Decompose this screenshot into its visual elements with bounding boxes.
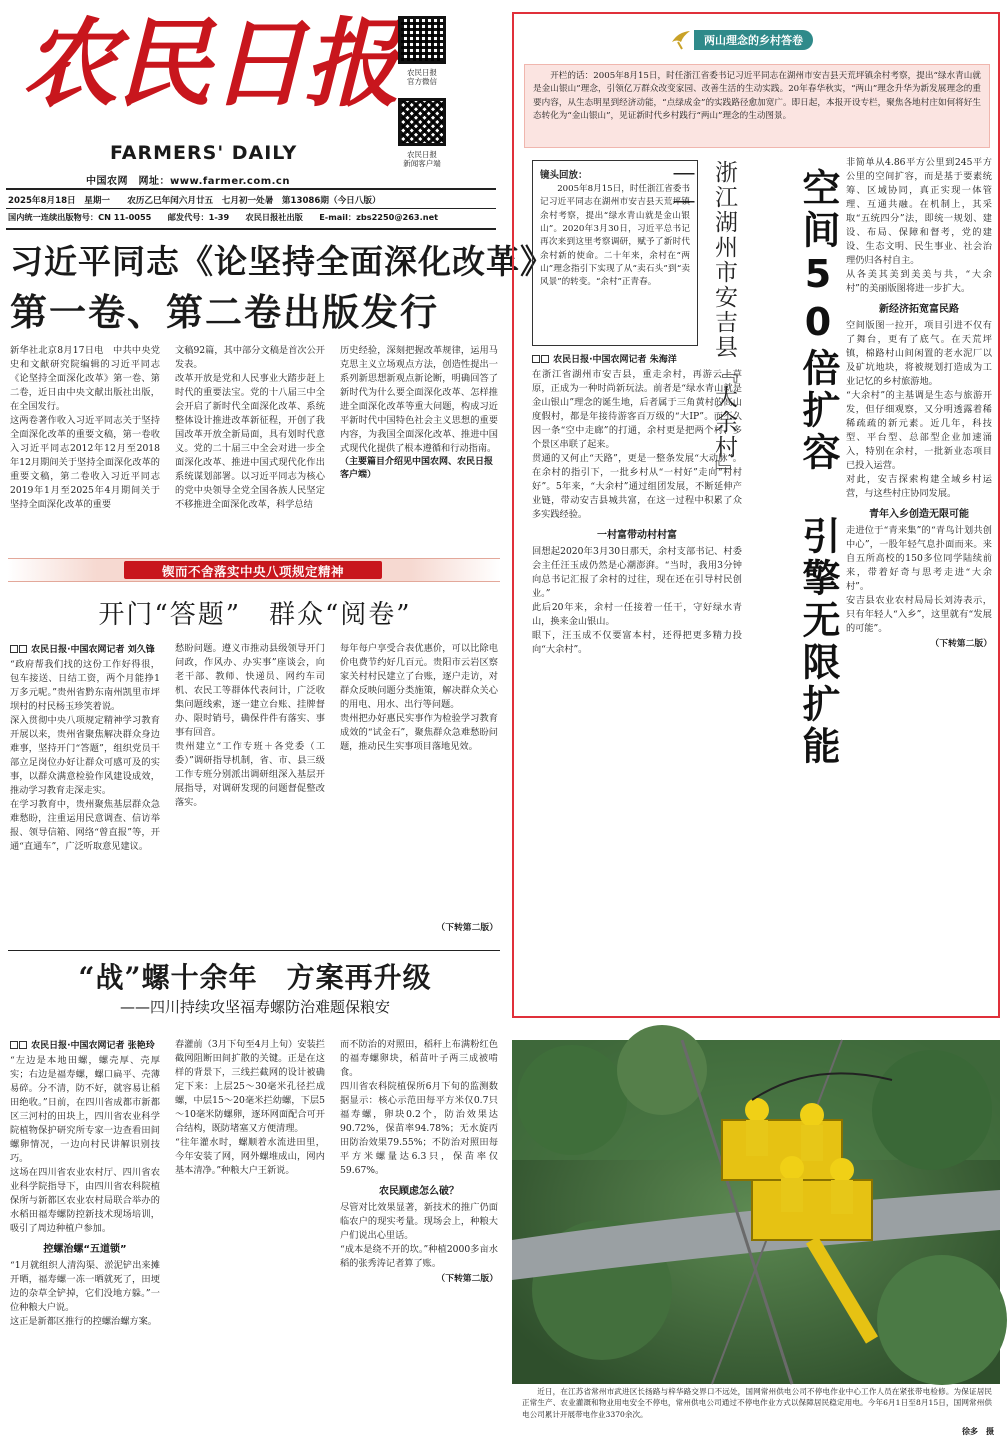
third-body-col3b: 尽管对比效果显著，新技术的推广仍面临农户的现实考量。现场会上，种粮大户们说出心里话。 “成本是绕不开的坎。”种植2000多亩水稻的张秀涛记者算了账。 (340, 1201, 498, 1269)
third-col1-wrap (10, 1038, 160, 1434)
bird-icon (670, 28, 692, 50)
feature-subhead-2: 新经济拓宽富民路 (879, 303, 959, 315)
lead-headline-1[interactable]: 习近平同志《论坚持全面深化改革》 (10, 242, 554, 281)
issue-info: 国内统一连续出版物号：CN 11-0055 邮发代号：1-39 农民日报社出版 E-mail：zbs2250@263.net (8, 212, 439, 222)
lead-more-link[interactable]: （主要篇目介绍见中国农网、农民日报客户端） (340, 456, 494, 481)
third-byline: 农民日报·中国农网记者 张艳玲 (10, 1038, 160, 1051)
qr-code-wechat-label: 农民日报 官方微信 (407, 68, 437, 86)
dateline: 2025年8月18日 星期一 农历乙巳年闰六月廿五 七月初一处暑 第13086期（今日八版） (8, 196, 381, 206)
second-more-link[interactable]: （下转第二版） (436, 923, 498, 933)
qr-code-app-label: 农民日报 新闻客户端 (403, 150, 441, 168)
qr-code-app[interactable] (398, 98, 446, 146)
third-body-col2: 春灌前（3月下旬至4月上旬）安装拦截网阻断田间扩散的关键。正是在这样的背景下，三线拦截网的设计被确定下来：上层25～30毫米孔径拦成螺，中层15～20毫米拦幼螺，下层5～10毫米防螺卵，逐环网面配合可开合结构，既防堵塞又方便清理。 “往年灌水时，螺顺着水流进田里，今年安装了网，网外螺堆成山，网内基本清净。”种粮大户王新说。 (175, 1039, 325, 1176)
second-headline[interactable]: 开门“答题” 群众“阅卷” (98, 600, 412, 630)
second-body-col2: 愁盼问题。遵义市推动县级领导开门问政，作风办、办实事”座谈会，向老干部、教师、快递员、网约车司机、农民工等群体代表问计，广泛收集问题线索，逐一建立台账、挂牌督办、限时销号，确保件件有落实、事事有回音。 贵州建立“工作专班＋各党委（工委）”调研指导机制，省、市、县三级工作专班分别派出调研组深入基层开展指导，对调研发现的问题督促整改落实。 (175, 643, 325, 808)
masthead-english: FARMERS' DAILY (110, 142, 298, 164)
lead-body-col1: 新华社北京8月17日电 中共中央党史和文献研究院编辑的习近平同志《论坚持全面深化改革》第一卷、第二卷，近日由中央文献出版社出版，在全国发行。 这两卷著作收入习近平同志关于坚持全面深化改革的重要文稿，第一卷收入习近平同志2012年12月至2018年12月期间关于坚持全面深化改革的重要文稿，第二卷收入习近平同志2019年1月至2025年4月期间关于坚持全面深化改革的重要 (10, 345, 160, 510)
feature-subhead-3: 青年入乡创造无限可能 (869, 508, 969, 520)
lead-body-col3: 历史经验，深刻把握改革规律，运用马克思主义立场观点方法，创造性提出一系列新思想新观点新论断，明确回答了新时代为什么要全面深化改革、怎样推进全面深化改革等重大问题，构成习近平新时代中国特色社会主义思想的重要内容，为我国全面深化改革、推进中国式现代化提供了根本遵循和行动指南。 (340, 345, 498, 454)
third-body-col1: “左边是本地田螺，螺壳厚、壳厚实；右边是福寿螺，螺口扁平、壳薄易碎。分不清，防不好，就容易让稻田绝收。”日前，在四川省成都市新都区三河村的田块上，四川省农业科学院植物保护研究所专家一边查看田间螺卵情况，一边向村民讲解识别技巧。 这场在四川省农业农村厅、四川省农业科学院指导下，由四川省农科院植保所与新都区农业农村局联合举办的水稻田福寿螺防控新技术现场培训，吸引了周边种植户参加。 (10, 1055, 160, 1234)
banner-text: 锲而不舍落实中央八项规定精神 (161, 564, 344, 579)
feature-column-logo (660, 24, 850, 58)
feature-byline: 农民日报·中国农网记者 朱海洋 (532, 352, 742, 365)
photo-caption (522, 1386, 992, 1438)
third-more-link[interactable]: （下转第二版） (436, 1273, 498, 1284)
third-subheadline: ——四川持续攻坚福寿螺防治难题保粮安 (119, 998, 390, 1016)
banner-eight-rules (8, 558, 500, 582)
feature-col2-wrap (846, 156, 992, 1008)
photo-caption-text: 近日，在江苏省常州市武进区长扬路与梓华路交界口不远处，国网常州供电公司不停电作业中心工作人员在紧张带电检修。为保证居民正常生产、农业灌溉和物业用电安全不停电，常州供电公司通过不停电作业方式以保障居民稳定用电。今年6月1日至8月15日，国网常州供电公司累计开展带电作业3370余次。 (522, 1387, 992, 1419)
masthead (0, 0, 500, 236)
feature-body-col1: 在浙江省湖州市安吉县，重走余村，再游云上草原，正成为一种时尚新玩法。前者是“绿水青山就是金山银山”理念的诞生地，后者属于三角黄村的高山度假村，都是年接待游客百万级的“大IP”。而不久因一条“空中走廊”的打通，余村更是把两个村、多个景区串联了起来。 贯通的又何止“天路”，更是一整条发展“大动脉”。在余村的指引下，一批乡村从“一村好”走向“村村好”。5年来，“大余村”通过组团发展，不断延伸产业链，带动安吉县城共富，在这一过程中积累了众多实践经验。 (532, 369, 742, 520)
photo-utility-workers-illustration (512, 1040, 1000, 1384)
news-photo[interactable] (512, 1040, 1000, 1384)
second-body-col3: 每年每户享受合表优惠价，可以比除电价电费节约好几百元。贵阳市云岩区察家关村村民建立了台账，逐户走访，对群众反映问题分类施策，解决群众关心的用电、用水、出行等问题。 贵州把办好惠民实事作为检验学习教育成效的“试金石”，聚焦群众急难愁盼问题，推动民生实事项目落地见效。 (340, 643, 498, 752)
third-body-col3: 而不防治的对照田，稻秆上布满粉红色的福寿螺卵块，稻苗叶子两三成被啃食。 四川省农科院植保所6月下旬的监测数据显示：核心示范田每平方米仅0.7只福寿螺，卵块0.2个，防治效果达90.72%，保苗率94.78%；无水旋丙田防治效果79.55%；不防治对照田每平方米螺量达6.3只，保苗率仅59.67%。 (340, 1039, 498, 1176)
lead-col3-wrap (340, 344, 498, 554)
feature-col1-wrap (532, 352, 742, 1008)
feature-subhead-1: 一村富带动村村富 (597, 529, 677, 541)
third-subhead-2: 农民顾虑怎么破？ (379, 1185, 459, 1197)
second-col1-wrap (10, 642, 160, 942)
qr-code-wechat[interactable] (398, 16, 446, 64)
second-body-col1: “政府帮我们找的这份工作好得很，包车接送、日结工资，两个月能挣1万多元呢。”贵州省黔东南州凯里市坪坝村的村民杨玉珍笑着说。 深入贯彻中央八项规定精神学习教育开展以来，贵州省聚焦解决群众身边难事，坚持开门“答题”，组织党员干部立足岗位办好让群众可感可及的实事，以群众满意检验作风建设成效，推动学习教育走深走实。 在学习教育中，贵州聚焦基层群众急难愁盼，注重运用民意调查、信访举报、领导信箱、网络“曾直报”等，开通“直通车”，广泛听取意见建议。 (10, 659, 160, 852)
feature-more-link[interactable]: （下转第二版） (930, 638, 992, 649)
feature-intro-box (524, 64, 990, 148)
lead-headline-2[interactable]: 第一卷、第二卷出版发行 (10, 291, 439, 334)
masthead-title: 农民日报 (22, 7, 398, 120)
second-byline: 农民日报·中国农网记者 刘久锋 (10, 642, 160, 655)
third-headline[interactable]: “战”螺十余年 方案再升级 (78, 961, 432, 994)
feature-intro-text: 开栏的话：2005年8月15日，时任浙江省委书记习近平同志在湖州市安吉县天荒坪镇余村考察，提出“绿水青山就是金山银山”理念，引领亿万群众改变家园、改善生活的生动实践。20年春华秋实，“两山”理念升华为新发展理念的重要内容，从生态明星到经济动能，“点绿成金”的实践路径愈加宽广。即日起，本报开设专栏，聚焦各地村庄如何将好生态转化为“金山银山”，见证新时代乡村践行“两山”理念的生动图景。 (533, 71, 981, 121)
masthead-site[interactable]: 中国农网 网址：www.farmer.com.cn (86, 176, 290, 187)
feature-body-col1b: 回想起2020年3月30日那天，余村支部书记、村委会主任汪玉成仍然是心潮澎湃。“当时，我用3分钟向总书记汇报了余村的过往，现在还在引导村民创业。” 此后20年来，余村一任接着一任干，守好绿水青山，换来金山银山。 眼下，汪玉成不仅要富本村，还得把更多精力投向“大余村”。 (532, 545, 742, 655)
feature-headline[interactable]: 空间50倍扩容 引擎无限扩能 (796, 168, 840, 768)
third-body-col1b: “1月就组织人清沟渠、淤泥铲出来摊开晒，福寿螺一冻一晒就死了，田埂边的杂草全铲掉，它们没地方躲。”一位种粮大户说。 这正是新都区推行的控螺治螺方案。 (10, 1259, 160, 1327)
feature-vertical-subhead: 浙江湖州市安吉县『大余村』—— (671, 160, 737, 485)
third-col3-wrap (340, 1038, 498, 1434)
second-col3-wrap (340, 642, 498, 942)
feature-body-col2c: 走进位于“青来集”的“青鸟计划共创中心”，一股年轻气息扑面而来。来自五所高校的150多位同学陆续前来，带着好奇与思考走进“大余村”。 安吉县农业农村局局长刘涛表示，只有年轻人“入乡”，这里就有“发展的可能”。 (846, 524, 992, 634)
feature-body-col2: 非简单从4.86平方公里到245平方公里的空间扩容，而是基于要素统筹、区域协同，真正实现一体管理、互通共融。在机制上，其采取“五统四分”法，即统一规划、建设、布局、保障和督考，党的建设、生态文明、民生事业、社会治理仍归各村自主。 从各美其美到美美与共，“大余村”的美丽版图将进一步扩大。 (846, 157, 992, 294)
feature-sidebar-text: 2005年8月15日，时任浙江省委书记习近平同志在湖州市安吉县天荒坪镇余村考察，提出“绿水青山就是金山银山”。2020年3月30日，习近平总书记再次来到这里考察调研，赋予了新时代余村新的使命。二十年来，余村在“两山”理念指引下实现了从“卖石头”到“卖风景”的转变。“余村”正青春。 (540, 184, 690, 288)
feature-body-col2b: 空间版图一拉开，项目引进不仅有了舞台，更有了底气。在天荒坪镇，棉路村山间闲置的老水泥厂以及矿坑地块，将被规划打造成为工业记忆的乡村旅游地。 “大余村”的主基调是生态与旅游开发，但仔细观察，又分明透露着稀稀疏疏的新元素。近几年，科技型、平台型、总部型企业加速涌入，特别在余村，一批新业态项目已投入运营。 对此，安吉探索构建全域乡村运营，与这些村庄协同发展。 (846, 319, 992, 499)
feature-column-name: 两山理念的乡村答卷 (694, 30, 813, 50)
photo-credit: 徐多 摄 (962, 1427, 994, 1436)
third-subhead-1: 控螺治螺“五道锁” (43, 1243, 127, 1255)
feature-sidebar-title: 镜头回放： (540, 170, 588, 181)
lead-body-col2: 文稿92篇，其中部分文稿是首次公开发表。 改革开放是党和人民事业大踏步赶上时代的重要法宝。党的十八届三中全会开启了新时代全面深化改革、系统整体设计推进改革新征程，开创了我国改革开放全新局面，具有划时代意义。党的二十届三中全会对进一步全面深化改革、推进中国式现代化作出系统谋划部署。以习近平同志为核心的党中央领导全党全国各族人民坚定不移推进全面深化改革，科学总结 (175, 345, 325, 510)
